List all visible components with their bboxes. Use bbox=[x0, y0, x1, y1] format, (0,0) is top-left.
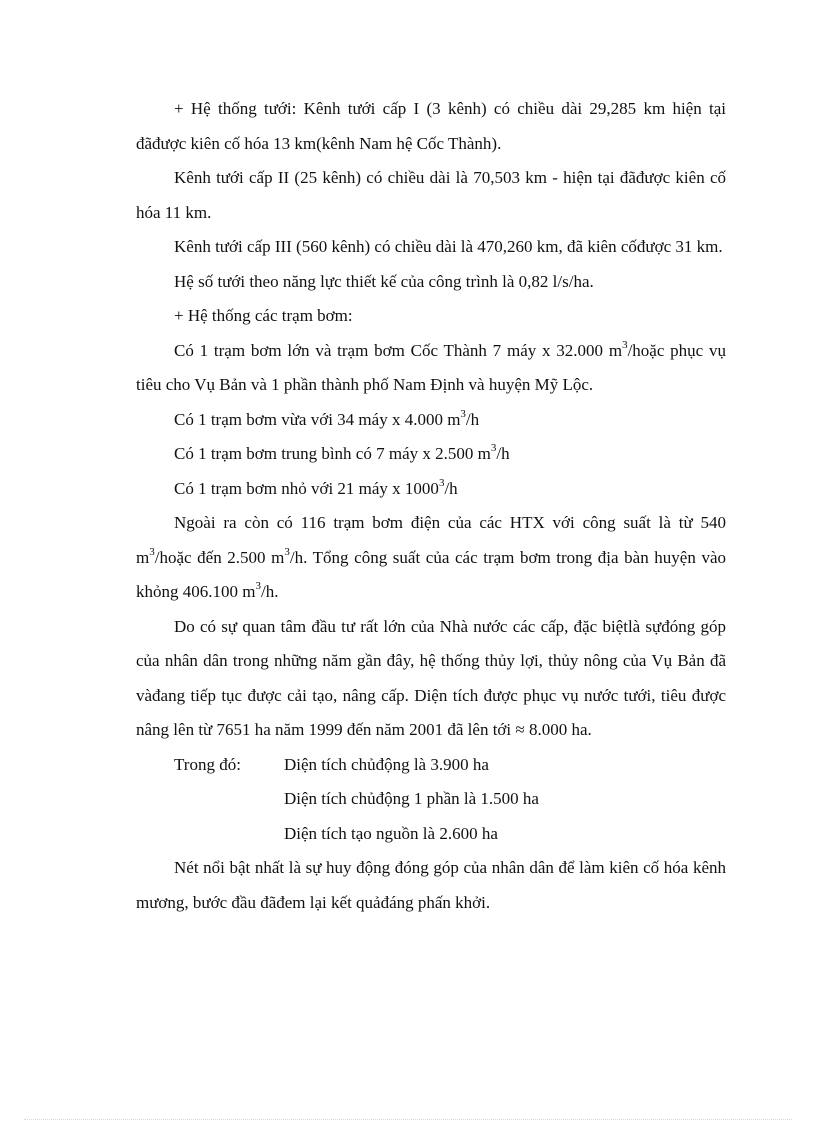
pump-small-unit: /h bbox=[444, 478, 458, 498]
pump-average-text: Có 1 trạm bơm trung bình có 7 máy x 2.500 m bbox=[174, 444, 491, 463]
pump-small-paragraph bbox=[136, 472, 726, 507]
pump-large-sup: 3 bbox=[622, 338, 628, 351]
pump-large-paragraph bbox=[136, 334, 726, 403]
pump-medium-unit: /h bbox=[465, 409, 480, 429]
pump-average-paragraph bbox=[136, 437, 726, 472]
pump-electric-part4: /h. bbox=[260, 582, 279, 601]
pump-large-text: Có 1 trạm bơm lớn và trạm bơm Cốc Thành 7 máy x 32.000 m bbox=[174, 340, 623, 360]
document-body bbox=[136, 92, 726, 920]
area-item-source: Diện tích tạo nguồn là 2.600 ha bbox=[284, 823, 498, 843]
pump-electric-sup3: 3 bbox=[255, 580, 261, 593]
canal-level-2-paragraph: Kênh tưới cấp II (25 kênh) có chiều dài là 70,503 km - hiện tại đãđược kiên cố hóa 11 km. bbox=[136, 168, 726, 222]
pump-medium-sup: 3 bbox=[460, 407, 466, 420]
pump-electric-paragraph bbox=[136, 506, 726, 610]
closing-paragraph: Nét nổi bật nhất là sự huy động đóng góp của nhân dân để làm kiên cố hóa kênh mương, bước đầu đãđem lại kết quảđáng phấn khởi. bbox=[136, 858, 726, 912]
page-bottom-divider bbox=[24, 1119, 792, 1120]
pump-electric-part3: /h. Tổng công suất của các trạm bơm trong địa bàn huyện vào khỏng 406.100 m bbox=[136, 547, 726, 601]
area-row-3 bbox=[136, 817, 726, 852]
area-row-1 bbox=[136, 748, 726, 783]
pump-small-sup: 3 bbox=[438, 476, 445, 489]
area-row-2 bbox=[136, 782, 726, 817]
area-item-partial: Diện tích chủđộng 1 phần là 1.500 ha bbox=[284, 789, 539, 808]
pump-electric-part1: Ngoài ra còn có 116 trạm bơm điện của các HTX với công suất là từ 540 m bbox=[136, 513, 726, 567]
pump-medium-text: Có 1 trạm bơm vừa với 34 máy x 4.000 m bbox=[174, 409, 461, 429]
area-label: Trong đó: bbox=[174, 754, 241, 774]
pump-average-unit: /h bbox=[496, 444, 510, 463]
irrigation-system-paragraph: + Hệ thống tưới: Kênh tưới cấp I (3 kênh) có chiều dài 29,285 km hiện tại đãđược kiên cố hóa 13 km(kênh Nam hệ Cốc Thành). bbox=[136, 99, 726, 153]
irrigation-coefficient-paragraph: Hệ số tưới theo năng lực thiết kế của công trình là 0,82 l/s/ha. bbox=[174, 271, 594, 291]
pump-stations-heading: + Hệ thống các trạm bơm: bbox=[174, 306, 353, 325]
pump-electric-sup2: 3 bbox=[284, 545, 290, 558]
pump-large-text-after: /hoặc phục vụ tiêu cho Vụ Bản và 1 phần thành phố Nam Định và huyện Mỹ Lộc. bbox=[136, 340, 727, 394]
investment-paragraph: Do có sự quan tâm đầu tư rất lớn của Nhà nước các cấp, đặc biệtlà sựđóng góp của nhân dân trong những năm gần đây, hệ thống thủy lợi, thủy nông của Vụ Bản đã vàđang tiếp tục được cải tạo, nâng cấp. Diện tích được phục vụ nước tưới, tiêu được nâng lên từ 7651 ha năm 1999 đến năm 2001 đã lên tới ≈ 8.000 ha. bbox=[136, 616, 726, 739]
area-item-active: Diện tích chủđộng là 3.900 ha bbox=[284, 754, 489, 774]
canal-level-3-paragraph: Kênh tưới cấp III (560 kênh) có chiều dài là 470,260 km, đã kiên cốđược 31 km. bbox=[174, 237, 723, 256]
pump-average-sup: 3 bbox=[490, 442, 497, 455]
pump-small-text: Có 1 trạm bơm nhỏ với 21 máy x 1000 bbox=[174, 478, 439, 498]
pump-electric-sup1: 3 bbox=[149, 545, 155, 558]
pump-electric-part2: /hoặc đến 2.500 m bbox=[154, 547, 285, 567]
pump-medium-paragraph bbox=[136, 403, 726, 438]
